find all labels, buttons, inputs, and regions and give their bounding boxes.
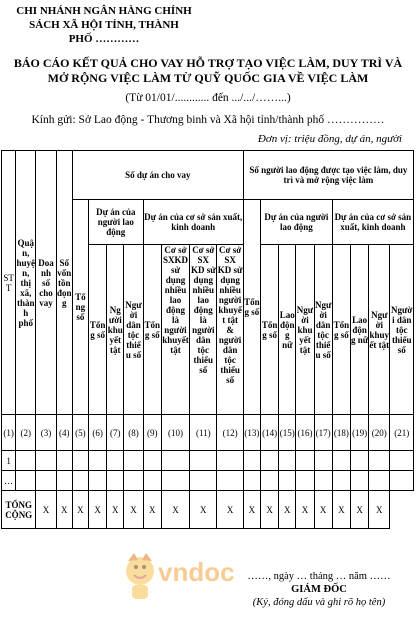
header-projects-total: Tổng số (72, 200, 88, 415)
col-number: (11) (190, 415, 217, 451)
total-cell: X (124, 491, 143, 529)
total-cell: X (260, 491, 278, 529)
total-cell: X (72, 491, 88, 529)
total-cell: X (243, 491, 260, 529)
col-number: (7) (107, 415, 124, 451)
header-bs-disabled: Người khuyết tật (369, 245, 390, 415)
header-sales: Doanh số cho vay (36, 151, 56, 415)
col-number: (10) (161, 415, 189, 451)
org-line-2: SÁCH XÃ HỘI TỈNH, THÀNH (29, 19, 179, 31)
signature-note: (Ký, đóng dấu và ghi rõ họ tên) (252, 597, 386, 608)
col-number: (8) (124, 415, 143, 451)
signature-block (222, 570, 416, 609)
title-line-1: BÁO CÁO KẾT QUẢ CHO VAY HỖ TRỢ TẠO VIỆC LÀM, DUY TRÌ VÀ (13, 56, 403, 70)
header-ws-female: Lao động nữ (279, 245, 296, 415)
col-number: (21) (390, 415, 414, 451)
col-number: (14) (260, 415, 278, 451)
col-number: (17) (314, 415, 332, 451)
organization-header (14, 4, 194, 46)
table-row (2, 451, 414, 471)
total-cell: X (314, 491, 332, 529)
header-business-projects: Dự án của cơ sở sản xuất, kinh doanh (143, 200, 243, 245)
header-business-side: Dự án của cơ sở sản xuất, kinh doanh (332, 200, 413, 245)
total-cell: X (89, 491, 107, 529)
total-cell: X (107, 491, 124, 529)
total-cell: X (296, 491, 314, 529)
col-number: (18) (332, 415, 350, 451)
report-period: (Từ 01/01/............ đến .../.../……...) (125, 92, 291, 104)
col-number: (4) (56, 415, 72, 451)
col-number: (3) (36, 415, 56, 451)
col-number: (15) (279, 415, 296, 451)
signature-date: ……, ngày … tháng … năm …… (247, 571, 391, 582)
header-projects: Số dự án cho vay (72, 151, 243, 200)
header-ws-ethnic: Người dân tộc thiểu số (314, 245, 332, 415)
total-cell: X (332, 491, 350, 529)
header-wp-total: Tổng số (89, 245, 107, 415)
header-worker-projects: Dự án của người lao động (89, 200, 144, 245)
col-number: (6) (89, 415, 107, 451)
total-cell: X (350, 491, 368, 529)
col-number: (13) (243, 415, 260, 451)
total-label: TỔNG CỘNG (2, 491, 36, 529)
header-bs-female: Lao động nữ (350, 245, 368, 415)
header-wp-disabled: Người khuyết tật (107, 245, 124, 415)
col-number: (12) (217, 415, 243, 451)
header-ws-disabled: Người khuyết tật (296, 245, 314, 415)
header-wp-ethnic: Người dân tộc thiểu số (124, 245, 143, 415)
title-line-2: MỞ RỘNG VIỆC LÀM TỪ QUỸ QUỐC GIA VỀ VIỆC LÀM (47, 71, 369, 85)
col-number: (19) (350, 415, 368, 451)
total-cell: X (56, 491, 72, 529)
total-cell: X (279, 491, 296, 529)
col-number: (16) (296, 415, 314, 451)
header-outstanding: Số vốn tồn đọng (56, 151, 72, 415)
org-line-1: CHI NHÁNH NGÂN HÀNG CHÍNH (16, 5, 192, 17)
row-index: … (2, 471, 16, 491)
header-district: Quận, huyện, thị xã, thành phố (16, 151, 36, 415)
header-stt: STT (2, 151, 16, 415)
header-bp-disabled: Cơ sở SXKD sử dụng nhiều lao động là người khuyết tật (161, 245, 189, 415)
col-number: (2) (16, 415, 36, 451)
header-bp-total: Tổng số (143, 245, 161, 415)
col-number: (5) (72, 415, 88, 451)
row-index: 1 (2, 451, 16, 471)
header-workers-total: Tổng số (243, 200, 260, 415)
total-cell: X (143, 491, 161, 529)
col-number: (20) (369, 415, 390, 451)
signature-title: GIÁM ĐỐC (291, 584, 347, 595)
header-bs-ethnic: Người dân tộc thiểu số (390, 245, 414, 415)
header-workers: Số người lao động được tạo việc làm, duy trì và mở rộng việc làm (243, 151, 413, 200)
header-bs-total: Tổng số (332, 245, 350, 415)
total-cell: X (190, 491, 217, 529)
report-table (1, 150, 414, 529)
total-cell: X (369, 491, 390, 529)
header-ws-total: Tổng số (260, 245, 278, 415)
report-title (0, 56, 416, 86)
header-bp-ethnic: Cơ sở SX KD sử dụng nhiều lao động là người dân tộc thiểu số (190, 245, 217, 415)
column-number-row (2, 415, 414, 451)
total-cell: X (161, 491, 189, 529)
org-line-3: PHỐ ………… (68, 33, 140, 45)
unit-note: Đơn vị: triệu đồng, dự án, người (257, 133, 402, 145)
total-row (2, 491, 414, 529)
col-number: (9) (143, 415, 161, 451)
watermark-text: vndoc (158, 557, 235, 587)
col-number: (1) (2, 415, 16, 451)
addressee-line: Kính gửi: Sở Lao động - Thương binh và Xã hội tỉnh/thành phố …………… (31, 114, 385, 126)
table-row (2, 471, 414, 491)
header-worker-side: Dự án của người lao động (260, 200, 332, 245)
total-cell: X (217, 491, 243, 529)
header-bp-both: Cơ sở SX KD sử dụng nhiều người khuyết tật & người dân tộc thiểu số (217, 245, 243, 415)
total-cell: X (36, 491, 56, 529)
